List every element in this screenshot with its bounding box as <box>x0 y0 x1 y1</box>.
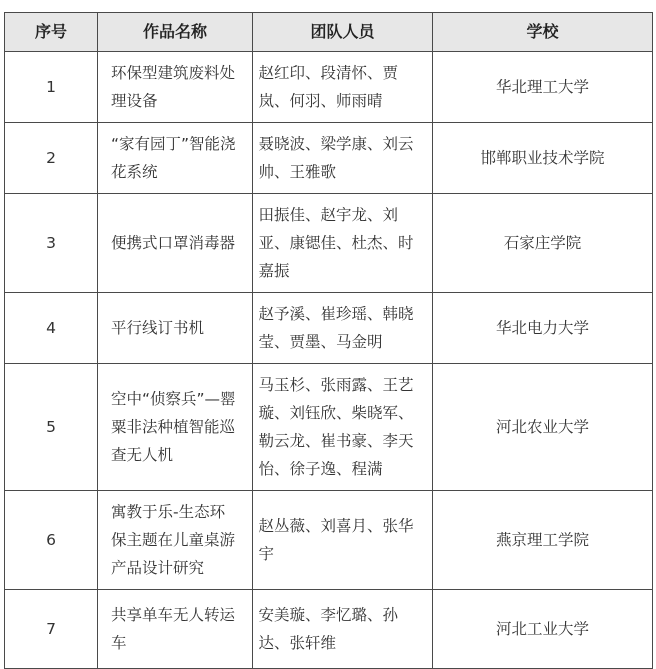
header-serial-number: 序号 <box>5 13 98 52</box>
table-row <box>5 293 653 364</box>
cell-serial-number: 3 <box>5 194 98 293</box>
cell-serial-number: 6 <box>5 491 98 590</box>
work-name-text: 空中“侦察兵”—罂粟非法种植智能巡查无人机 <box>111 390 236 464</box>
cell-work-name <box>98 293 253 364</box>
awards-table <box>4 12 653 669</box>
cell-school: 燕京理工学院 <box>433 491 653 590</box>
cell-team-members <box>253 364 433 491</box>
table-row <box>5 123 653 194</box>
table-row <box>5 491 653 590</box>
team-members-text: 田振佳、赵宇龙、刘亚、康锶佳、杜杰、时嘉振 <box>258 206 414 280</box>
cell-work-name <box>98 364 253 491</box>
team-members-text: 赵丛薇、刘喜月、张华宇 <box>258 517 414 563</box>
cell-work-name <box>98 491 253 590</box>
header-row <box>5 13 653 52</box>
cell-school: 河北农业大学 <box>433 364 653 491</box>
cell-team-members <box>253 293 433 364</box>
work-name-text: 平行线订书机 <box>111 319 205 337</box>
cell-team-members <box>253 491 433 590</box>
team-members-text: 安美璇、李忆璐、孙达、张轩维 <box>258 606 399 652</box>
cell-team-members <box>253 194 433 293</box>
team-members-text: 马玉杉、张雨露、王艺璇、刘钰欣、柴晓军、勒云龙、崔书豪、李天怡、徐子逸、程满 <box>258 376 414 478</box>
cell-team-members <box>253 123 433 194</box>
work-name-text: “家有园丁”智能浇花系统 <box>111 135 236 181</box>
cell-work-name <box>98 590 253 669</box>
cell-serial-number: 2 <box>5 123 98 194</box>
team-members-text: 赵红印、段清怀、贾岚、何羽、师雨晴 <box>258 64 399 110</box>
work-name-text: 共享单车无人转运车 <box>111 606 236 652</box>
table-row <box>5 364 653 491</box>
team-members-text: 聂晓波、梁学康、刘云帅、王雅歌 <box>258 135 414 181</box>
work-name-text: 便携式口罩消毒器 <box>111 234 236 252</box>
cell-school: 华北理工大学 <box>433 52 653 123</box>
cell-work-name <box>98 123 253 194</box>
cell-serial-number: 5 <box>5 364 98 491</box>
cell-team-members <box>253 590 433 669</box>
header-school: 学校 <box>433 13 653 52</box>
table-row <box>5 590 653 669</box>
header-team-members: 团队人员 <box>253 13 433 52</box>
table-row <box>5 194 653 293</box>
work-name-text: 环保型建筑废料处理设备 <box>111 64 236 110</box>
team-members-text: 赵予溪、崔珍瑶、韩晓莹、贾墨、马金明 <box>258 305 414 351</box>
table-body <box>5 52 653 669</box>
table-row <box>5 52 653 123</box>
header-work-name: 作品名称 <box>98 13 253 52</box>
cell-team-members <box>253 52 433 123</box>
cell-serial-number: 4 <box>5 293 98 364</box>
cell-work-name <box>98 52 253 123</box>
cell-school: 华北电力大学 <box>433 293 653 364</box>
cell-school: 邯郸职业技术学院 <box>433 123 653 194</box>
table-header <box>5 13 653 52</box>
cell-serial-number: 1 <box>5 52 98 123</box>
cell-school: 石家庄学院 <box>433 194 653 293</box>
work-name-text: 寓教于乐-生态环保主题在儿童桌游产品设计研究 <box>111 503 236 577</box>
cell-serial-number: 7 <box>5 590 98 669</box>
cell-work-name <box>98 194 253 293</box>
cell-school: 河北工业大学 <box>433 590 653 669</box>
